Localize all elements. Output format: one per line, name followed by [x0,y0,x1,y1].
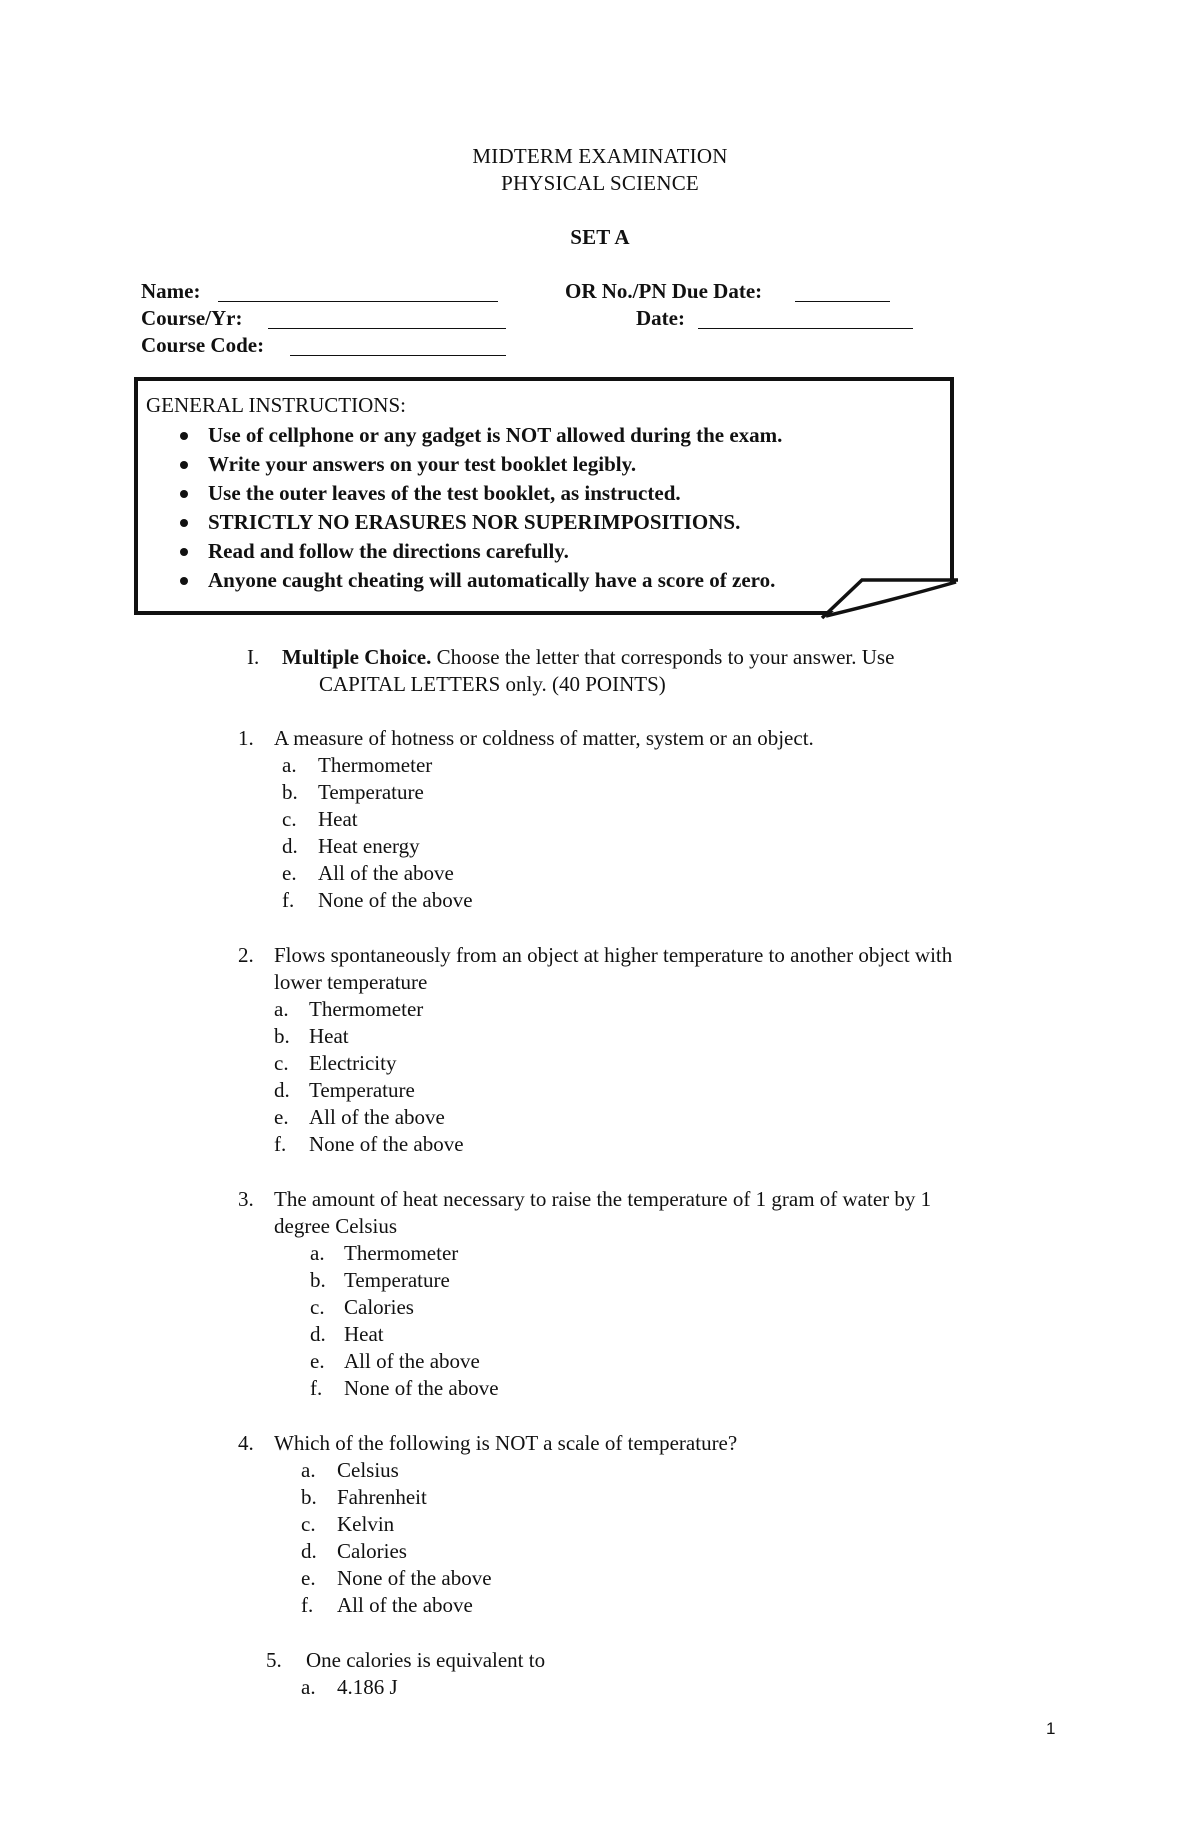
option-letter: d. [301,1539,317,1563]
bullet-icon [180,519,188,527]
option-letter: d. [282,834,298,858]
set-label: SET A [570,225,630,249]
option-letter: c. [282,807,297,831]
option-text: Heat [318,807,358,831]
section-heading [282,645,894,670]
question-number: 5. [266,1648,282,1672]
page-number: 1 [1046,1719,1056,1738]
bullet-icon [180,577,188,585]
option-letter: c. [274,1051,289,1075]
option-letter: e. [310,1349,325,1373]
bullet-icon [180,490,188,498]
question-text-cont: lower temperature [274,970,428,994]
option-text: Fahrenheit [337,1485,427,1509]
course-yr-blank[interactable] [268,310,506,329]
or-no-blank[interactable] [795,283,890,302]
option-text: Celsius [337,1458,399,1482]
option-letter: f. [282,888,295,912]
question-text: Which of the following is NOT a scale of temperature? [274,1431,738,1455]
option-letter: f. [274,1132,287,1156]
question-text: The amount of heat necessary to raise the temperature of 1 gram of water by 1 [274,1187,932,1211]
section-label: Multiple Choice. [282,645,432,669]
instructions-title: GENERAL INSTRUCTIONS: [146,393,406,417]
date-field [636,306,685,331]
question-text: Flows spontaneously from an object at higher temperature to another object with [274,943,953,967]
course-code-field [141,333,264,358]
option-letter: e. [301,1566,316,1590]
instruction-item: Read and follow the directions carefully. [178,537,782,566]
instruction-item: Write your answers on your test booklet legibly. [178,450,782,479]
option-text: All of the above [309,1105,445,1129]
course-code-blank[interactable] [290,337,506,356]
question-number: 1. [238,726,254,750]
option-text: None of the above [309,1132,464,1156]
question-number: 3. [238,1187,254,1211]
question-number: 4. [238,1431,254,1455]
instructions-list [178,421,782,595]
section-text-1: Choose the letter that corresponds to your answer. Use [436,645,895,669]
option-letter: d. [274,1078,290,1102]
option-text: Heat energy [318,834,420,858]
or-no-label: OR No./PN Due Date: [565,279,763,303]
option-text: Thermometer [309,997,424,1021]
option-text: Thermometer [344,1241,459,1265]
option-text: Temperature [344,1268,450,1292]
section-text-2: CAPITAL LETTERS only. (40 POINTS) [319,672,666,696]
option-letter: a. [301,1458,316,1482]
option-letter: f. [310,1376,323,1400]
option-letter: b. [282,780,298,804]
option-text: 4.186 J [337,1675,398,1699]
question-text: One calories is equivalent to [306,1648,546,1672]
option-text: Heat [309,1024,349,1048]
bullet-icon [180,432,188,440]
course-yr-label: Course/Yr: [141,306,243,330]
exam-title: MIDTERM EXAMINATION [472,144,728,168]
date-blank[interactable] [698,310,913,329]
option-letter: c. [301,1512,316,1536]
option-text: None of the above [337,1566,492,1590]
option-letter: e. [274,1105,289,1129]
bullet-icon [180,548,188,556]
instruction-item: STRICTLY NO ERASURES NOR SUPERIMPOSITIONS. [178,508,782,537]
instruction-item: Anyone caught cheating will automatically have a score of zero. [178,566,782,595]
question-number: 2. [238,943,254,967]
name-blank[interactable] [218,283,498,302]
option-text: Electricity [309,1051,397,1075]
option-text: Calories [337,1539,407,1563]
option-letter: a. [301,1675,316,1699]
section-number: I. [247,645,260,669]
option-text: Thermometer [318,753,433,777]
question-text-cont: degree Celsius [274,1214,398,1238]
option-text: All of the above [337,1593,473,1617]
subject-title: PHYSICAL SCIENCE [501,171,699,195]
course-yr-field [141,306,242,331]
option-text: None of the above [318,888,473,912]
option-letter: d. [310,1322,326,1346]
option-letter: f. [301,1593,314,1617]
name-label: Name: [141,279,201,303]
option-text: None of the above [344,1376,499,1400]
option-letter: a. [310,1241,325,1265]
option-letter: b. [310,1268,326,1292]
course-code-label: Course Code: [141,333,265,357]
option-letter: c. [310,1295,325,1319]
bullet-icon [180,461,188,469]
option-letter: b. [301,1485,317,1509]
instruction-item: Use the outer leaves of the test booklet, as instructed. [178,479,782,508]
option-text: Heat [344,1322,384,1346]
instruction-item: Use of cellphone or any gadget is NOT allowed during the exam. [178,421,782,450]
option-letter: b. [274,1024,290,1048]
option-text: All of the above [318,861,454,885]
option-text: Kelvin [337,1512,395,1536]
option-text: Temperature [309,1078,415,1102]
option-text: Calories [344,1295,414,1319]
general-instructions-box [134,377,954,615]
option-text: Temperature [318,780,424,804]
date-label: Date: [636,306,685,330]
option-letter: a. [282,753,297,777]
or-no-field [565,279,762,304]
option-letter: a. [274,997,289,1021]
option-letter: e. [282,861,297,885]
question-text: A measure of hotness or coldness of matter, system or an object. [274,726,814,750]
name-field [141,279,200,304]
option-text: All of the above [344,1349,480,1373]
